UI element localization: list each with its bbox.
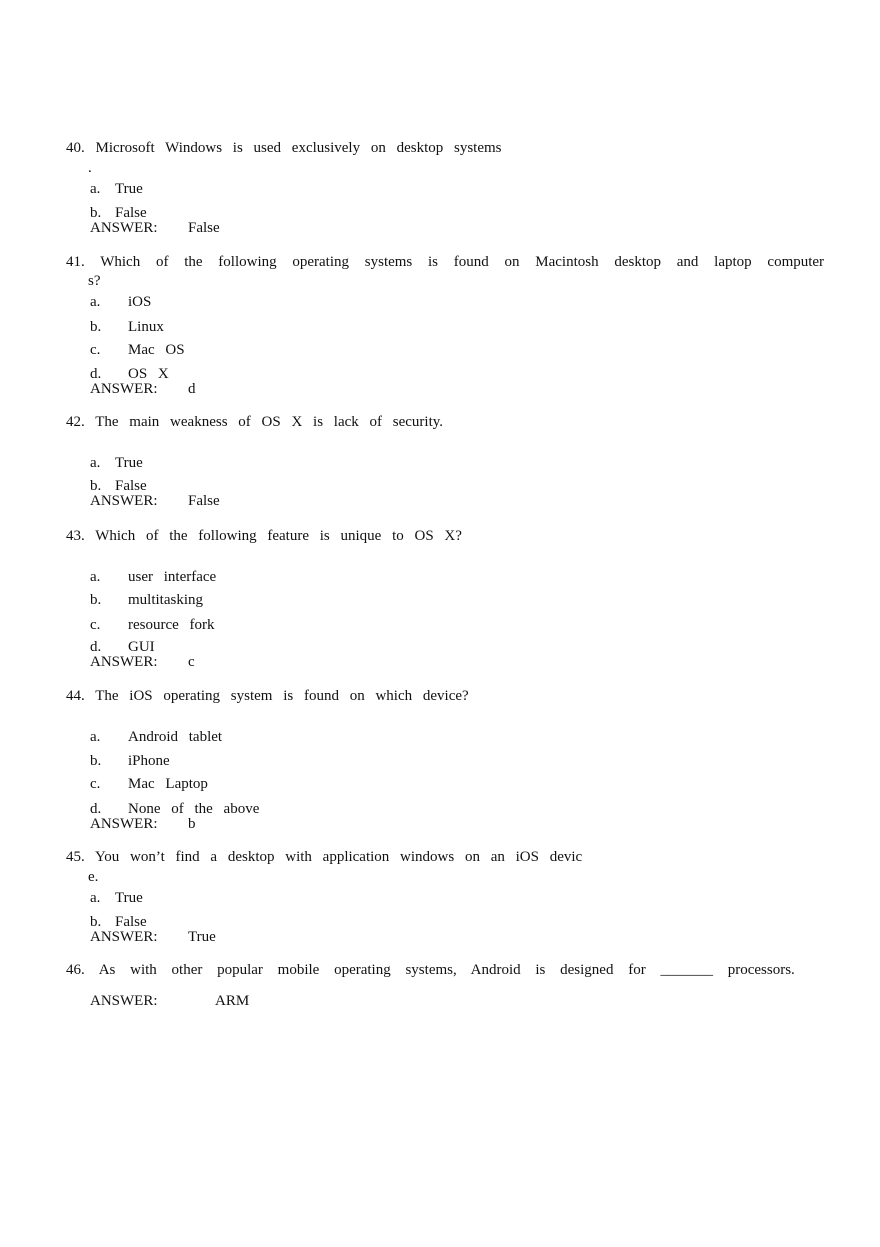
- answer-line: [90, 992, 249, 1010]
- question-text: Which of the following operating systems is found on Macintosh desktop and laptop computer: [100, 254, 825, 270]
- option-a: [90, 180, 143, 198]
- question-43: [66, 527, 462, 545]
- question-number: 40.: [66, 140, 85, 156]
- answer-value: False: [188, 493, 220, 509]
- option-label: d.: [90, 366, 102, 382]
- option-label: c.: [90, 776, 101, 792]
- option-text: False: [115, 205, 147, 221]
- option-label: c.: [90, 617, 101, 633]
- option-text: Mac OS: [128, 342, 185, 358]
- option-text: Mac Laptop: [128, 776, 208, 792]
- option-c: [90, 775, 208, 793]
- option-label: a.: [90, 181, 101, 197]
- option-text: Linux: [128, 319, 164, 335]
- option-label: a.: [90, 890, 101, 906]
- option-b: [90, 752, 170, 770]
- answer-line: [90, 492, 220, 510]
- option-text: True: [115, 455, 143, 471]
- option-label: a.: [90, 294, 101, 310]
- option-label: b.: [90, 319, 102, 335]
- question-text: The main weakness of OS X is lack of security.: [95, 414, 444, 430]
- question-number: 46.: [66, 962, 85, 978]
- option-label: b.: [90, 205, 102, 221]
- question-42: [66, 413, 443, 431]
- option-text: multitasking: [128, 592, 203, 608]
- option-c: [90, 341, 185, 359]
- option-label: a.: [90, 455, 101, 471]
- option-text: iOS: [128, 294, 152, 310]
- answer-label: ANSWER:: [90, 493, 158, 509]
- option-label: c.: [90, 342, 101, 358]
- question-continuation: s?: [88, 273, 101, 289]
- answer-value: b: [188, 816, 196, 832]
- option-text: Android tablet: [128, 729, 223, 745]
- answer-label: ANSWER:: [90, 993, 158, 1009]
- answer-label: ANSWER:: [90, 381, 158, 397]
- answer-line: [90, 380, 196, 398]
- option-a: [90, 728, 222, 746]
- answer-value: False: [188, 220, 220, 236]
- answer-value: c: [188, 654, 195, 670]
- option-label: d.: [90, 801, 102, 817]
- question-text: As with other popular mobile operating systems, Android is designed for _______ processors.: [98, 962, 795, 978]
- option-text: user interface: [128, 569, 217, 585]
- question-continuation: .: [88, 160, 92, 176]
- answer-value: ARM: [215, 993, 250, 1009]
- question-number: 44.: [66, 688, 85, 704]
- answer-label: ANSWER:: [90, 654, 158, 670]
- answer-line: [90, 219, 220, 237]
- question-number: 41.: [66, 254, 85, 270]
- option-label: d.: [90, 639, 102, 655]
- option-text: iPhone: [128, 753, 170, 769]
- option-c: [90, 616, 215, 634]
- question-44: [66, 687, 469, 705]
- option-label: b.: [90, 914, 102, 930]
- question-text: Which of the following feature is unique to OS X?: [95, 528, 462, 544]
- option-label: a.: [90, 569, 101, 585]
- question-text: Microsoft Windows is used exclusively on desktop systems: [95, 140, 502, 156]
- option-text: True: [115, 181, 143, 197]
- option-text: False: [115, 914, 147, 930]
- option-a: [90, 568, 216, 586]
- option-label: b.: [90, 478, 102, 494]
- answer-label: ANSWER:: [90, 220, 158, 236]
- option-b: [90, 318, 164, 336]
- answer-label: ANSWER:: [90, 816, 158, 832]
- answer-line: [90, 815, 196, 833]
- option-text: OS X: [128, 366, 169, 382]
- option-text: GUI: [128, 639, 155, 655]
- answer-line: [90, 653, 195, 671]
- option-label: a.: [90, 729, 101, 745]
- answer-value: d: [188, 381, 196, 397]
- option-label: b.: [90, 753, 102, 769]
- option-text: True: [115, 890, 143, 906]
- option-text: resource fork: [128, 617, 215, 633]
- question-45: [66, 848, 582, 866]
- option-b: [90, 591, 203, 609]
- option-a: [90, 889, 143, 907]
- question-text: You won’t find a desktop with application windows on an iOS devic: [94, 849, 583, 865]
- option-text: None of the above: [128, 801, 260, 817]
- option-a: [90, 454, 143, 472]
- answer-label: ANSWER:: [90, 929, 158, 945]
- answer-value: True: [188, 929, 216, 945]
- option-label: b.: [90, 592, 102, 608]
- question-number: 43.: [66, 528, 85, 544]
- question-46: [66, 961, 795, 979]
- question-40: [66, 139, 502, 157]
- option-text: False: [115, 478, 147, 494]
- question-41: [66, 253, 824, 271]
- answer-line: [90, 928, 216, 946]
- option-a: [90, 293, 151, 311]
- question-continuation: e.: [88, 869, 99, 885]
- question-text: The iOS operating system is found on which device?: [95, 688, 469, 704]
- question-number: 42.: [66, 414, 85, 430]
- question-number: 45.: [66, 849, 85, 865]
